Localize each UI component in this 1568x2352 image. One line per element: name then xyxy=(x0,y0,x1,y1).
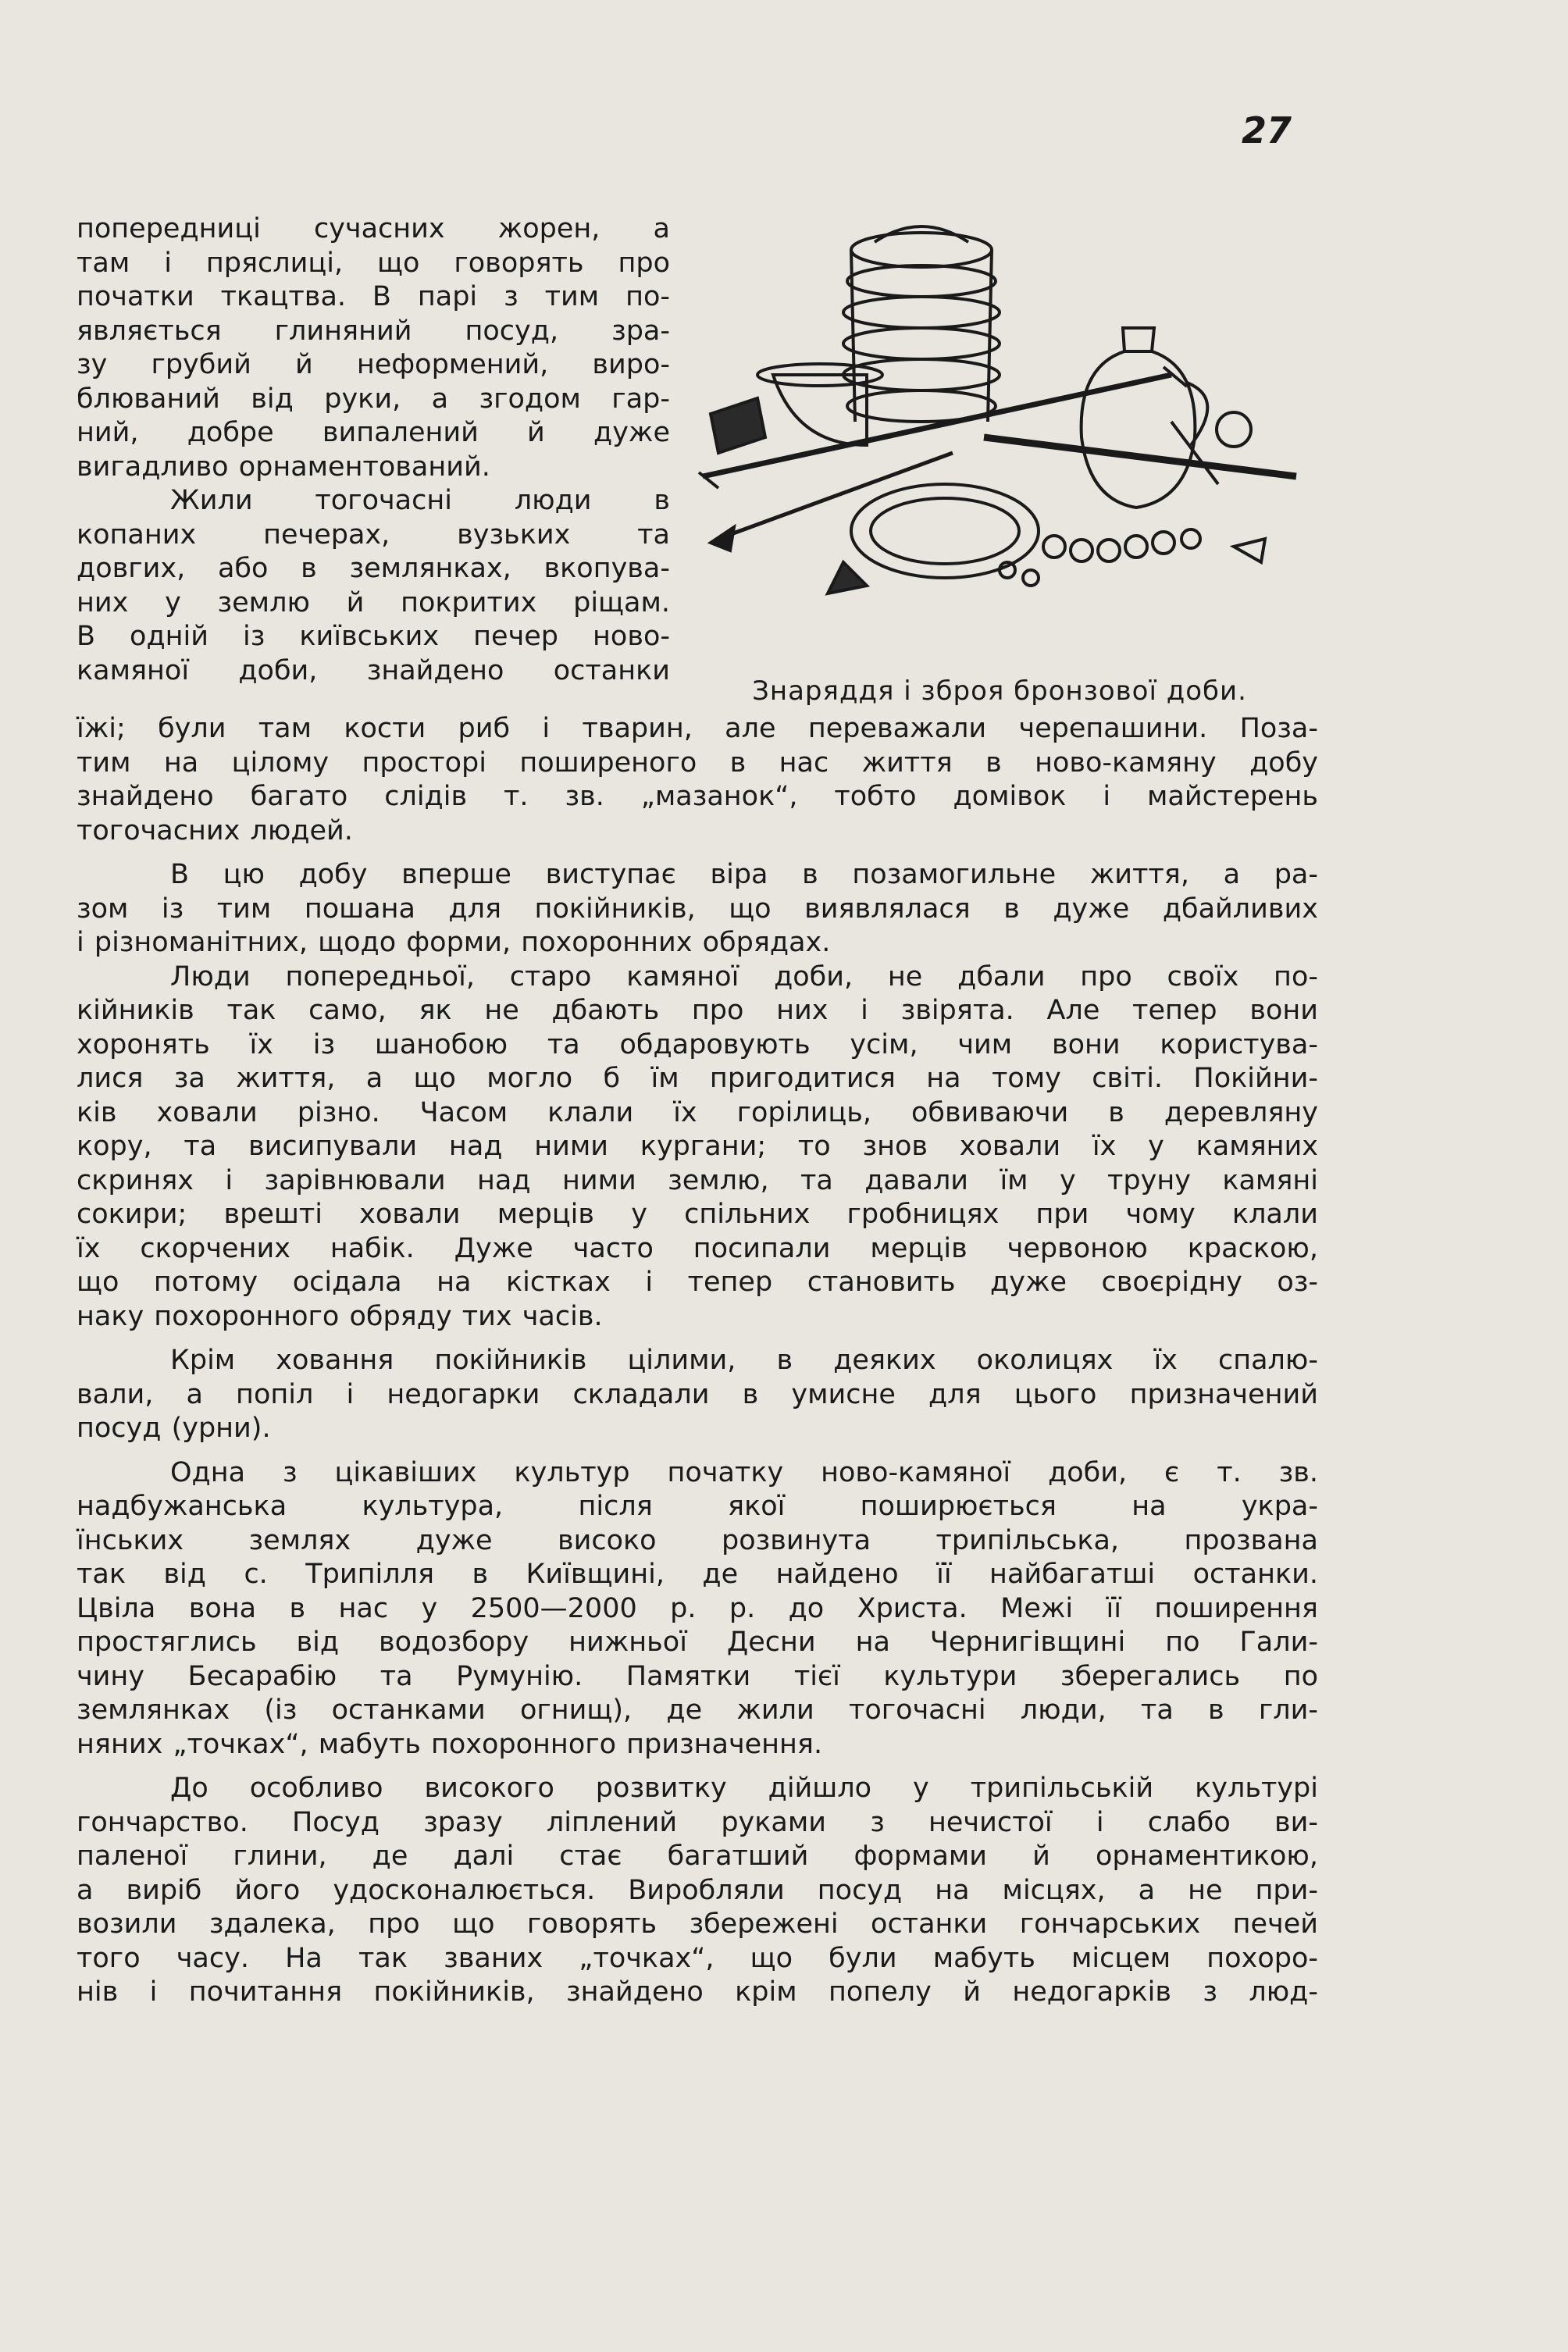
text-line: Одна з цікавіших культур початку ново-камяної доби, є т. зв. xyxy=(170,1456,1318,1488)
text-line: вали, а попіл і недогарки складали в умисне для цього призначений xyxy=(77,1378,1318,1410)
text-line: В одній із київських печер ново- xyxy=(77,621,670,652)
artifacts-drawing xyxy=(687,219,1312,625)
text-line: Жили тогочасні люди в xyxy=(170,485,670,516)
text-line: лися за життя, а що могло б їм пригодитися на тому світі. Покійни- xyxy=(77,1063,1318,1094)
text-line: До особливо високого розвитку дійшло у трипільській культурі xyxy=(170,1773,1318,1804)
paragraph xyxy=(77,1456,1318,1762)
text-line: хоронять їх із шанобою та обдаровують усім, чим вони користува- xyxy=(77,1028,1318,1060)
text-line: зу грубий й неформений, виро- xyxy=(77,349,670,380)
paragraph xyxy=(77,1344,1318,1446)
text-line: кору, та висипували над ними кургани; то знов ховали їх у камяних xyxy=(77,1131,1318,1162)
text-line: довгих, або в землянках, вкопува- xyxy=(77,553,670,584)
text-line: там і пряслиці, що говорять про xyxy=(77,247,670,279)
text-line: попередниці сучасних жорен, а xyxy=(77,213,670,244)
paragraph xyxy=(77,1772,1318,2010)
narrow-text-column xyxy=(77,212,670,688)
text-line: камяної доби, знайдено останки xyxy=(77,654,670,686)
text-line: являється глиняний посуд, зра- xyxy=(77,315,670,347)
paragraph xyxy=(77,712,1318,848)
page-number: 27 xyxy=(1242,109,1292,151)
text-line: їжі; були там кости риб і тварин, але переважали черепашини. Поза- xyxy=(77,713,1318,744)
text-line: кійників так само, як не дбають про них і звірята. Але тепер вони xyxy=(77,995,1318,1026)
text-line: Крім ховання покійників цілими, в деяких околицях їх спалю- xyxy=(170,1345,1318,1376)
text-line: що потому осідала на кістках і тепер становить дуже своєрідну оз- xyxy=(77,1267,1318,1298)
text-line: возили здалека, про що говорять збережені останки гончарських печей xyxy=(77,1908,1318,1940)
text-line: Люди попередньої, старо камяної доби, не дбали про своїх по- xyxy=(170,960,1318,992)
text-line: сокири; врешті ховали мерців у спільних гробницях при чому клали xyxy=(77,1199,1318,1230)
text-line: ків ховали різно. Часом клали їх горілиць, обвиваючи в деревляну xyxy=(77,1096,1318,1128)
text-line: ний, добре випалений й дуже xyxy=(77,417,670,448)
text-line: землянках (із останками огнищ), де жили тогочасні люди, та в гли- xyxy=(77,1695,1318,1726)
text-line: початки ткацтва. В парі з тим по- xyxy=(77,281,670,312)
text-line: блюваний від руки, а згодом гар- xyxy=(77,383,670,415)
text-line: а виріб його удосконалюється. Виробляли посуд на місцях, а не при- xyxy=(77,1874,1318,1906)
text-line: чину Бесарабію та Румунію. Памятки тієї культури зберегались по xyxy=(77,1660,1318,1692)
bronze-age-artifacts-illustration xyxy=(687,219,1312,625)
text-line: скринях і зарівнювали над ними землю, та давали їм у труну камяні xyxy=(77,1164,1318,1196)
text-line: простяглись від водозбору нижньої Десни на Чернигівщині по Гали- xyxy=(77,1627,1318,1658)
text-line: няних „точках“, мабуть похоронного призначення. xyxy=(77,1728,823,1760)
paragraph xyxy=(77,960,1318,1335)
text-line: знайдено багато слідів т. зв. „мазанок“, тобто домівок і майстерень xyxy=(77,781,1318,812)
text-line: наку похоронного обряду тих часів. xyxy=(77,1300,603,1332)
text-line: В цю добу вперше виступає віра в позамогильне життя, а ра- xyxy=(170,859,1318,890)
text-line: них у землю й покритих ріщам. xyxy=(77,586,670,618)
text-line: зом із тим пошана для покійників, що виявлялася в дуже дбайливих xyxy=(77,893,1318,925)
full-text-column xyxy=(77,712,1318,2010)
text-line: їнських землях дуже високо розвинута трипільська, прозвана xyxy=(77,1524,1318,1556)
text-line: копаних печерах, вузьких та xyxy=(77,519,670,551)
text-line: вигадливо орнаментований. xyxy=(77,451,490,483)
text-line: тогочасних людей. xyxy=(77,814,353,846)
text-line: нів і почитання покійників, знайдено крім попелу й недогарків з люд- xyxy=(77,1976,1318,2008)
text-line: їх скорчених набік. Дуже часто посипали мерців червоною краскою, xyxy=(77,1232,1318,1264)
text-line: тим на цілому просторі поширеного в нас життя в ново-камяну добу xyxy=(77,747,1318,779)
text-line: надбужанська культура, після якої поширюється на укра- xyxy=(77,1491,1318,1522)
text-line: посуд (урни). xyxy=(77,1413,271,1444)
text-line: Цвіла вона в нас у 2500—2000 р. р. до Христа. Межі її поширення xyxy=(77,1592,1318,1624)
figure-caption: Знаряддя і зброя бронзової доби. xyxy=(752,675,1247,707)
paragraph xyxy=(77,858,1318,960)
text-line: того часу. На так званих „точках“, що були мабуть місцем похоро- xyxy=(77,1942,1318,1974)
text-line: так від с. Трипілля в Київщині, де найдено її найбагатші останки. xyxy=(77,1559,1318,1590)
text-line: і різноманітних, щодо форми, похоронних обрядах. xyxy=(77,927,831,958)
text-line: гончарство. Посуд зразу ліплений руками з нечистої і слабо ви- xyxy=(77,1806,1318,1838)
text-line: паленої глини, де далі стає багатший формами й орнаментикою, xyxy=(77,1841,1318,1872)
